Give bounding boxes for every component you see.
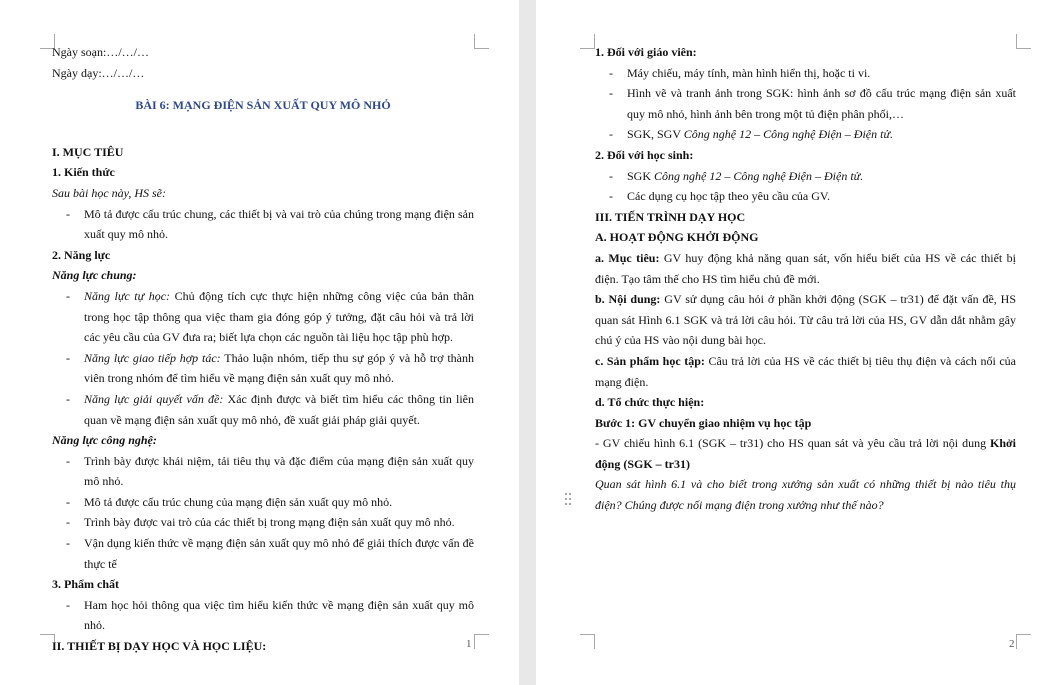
buoc1-bold: Khởi động (SGK – tr31) xyxy=(595,436,1016,471)
nlc-text: Xác định được và biết tìm hiểu các thông tin liên quan về mạng điện sản xuất quy mô nhỏ, đề xuất giải pháp giải quyết. xyxy=(84,391,474,427)
kien-thuc-heading: 1. Kiến thức xyxy=(52,165,115,180)
page-number: 2 xyxy=(1009,638,1015,650)
noi-dung-text: GV sử dụng câu hỏi ở phần khởi động (SGK – tr31) để đặt vấn đề, HS quan sát Hình 6.1 SGK và trả lời câu hỏi. Từ câu trả lời của HS, GV dẫn dắt nhằm gây chú ý của HS vào nội dung bài học. xyxy=(595,292,1016,348)
crop-mark xyxy=(1016,634,1031,649)
document-page-2 xyxy=(536,0,1062,685)
nlcn-item: Trình bày được vai trò của các thiết bị trong mạng điện sản xuất quy mô nhỏ. xyxy=(84,515,455,530)
list-item: - Máy chiếu, máy tính, màn hình hiển thị, hoặc ti vi. xyxy=(609,65,871,80)
question-paragraph: Quan sát hình 6.1 và cho biết trong xưởng sản xuất có những thiết bị nào tiêu thụ điện? Chúng được nối mạng điện trong xưởng như thế nào? xyxy=(595,477,1016,513)
thiet-bi-heading: II. THIẾT BỊ DẠY HỌC VÀ HỌC LIỆU: xyxy=(52,639,267,654)
san-pham-paragraph xyxy=(595,351,1016,392)
buoc1-text: - GV chiếu hình 6.1 (SGK – tr31) cho HS quan sát và yêu cầu trả lời nội dung xyxy=(595,436,990,451)
nlc-label: Năng lực giao tiếp hợp tác: xyxy=(84,350,221,365)
list-item: - Ham học hỏi thông qua việc tìm hiểu kiến thức về mạng điện sản xuất quy mô nhỏ. xyxy=(66,597,474,633)
gv-heading: 1. Đối với giáo viên: xyxy=(595,45,697,59)
list-item: - Năng lực giao tiếp hợp tác: Thảo luận nhóm, tiếp thu sự góp ý và hỗ trợ thành viên trong nhóm để tìm hiểu về mạng điện sản xuất quy mô nhỏ. xyxy=(66,350,474,386)
nang-luc-chung-heading: Năng lực chung: xyxy=(52,268,137,283)
list-item: - Vận dụng kiến thức về mạng điện sản xuất quy mô nhỏ để giải thích được vấn đề thực tế xyxy=(66,536,474,571)
to-chuc-heading: d. Tổ chức thực hiện: xyxy=(595,395,705,410)
nlcn-item: Trình bày được khái niệm, tải tiêu thụ và đặc điểm của mạng điện sản xuất quy mô nhỏ. xyxy=(84,453,474,489)
nlcn-item: Vận dụng kiến thức về mạng điện sản xuất quy mô nhỏ để giải thích được vấn đề thực tế xyxy=(84,536,474,571)
page-number: 1 xyxy=(466,638,472,650)
nlcn-item: Mô tả được cấu trúc chung của mạng điện sản xuất quy mô nhỏ. xyxy=(84,494,393,509)
noi-dung-label: b. Nội dung: xyxy=(595,292,661,307)
pham-chat-heading: 3. Phẩm chất xyxy=(52,577,119,592)
crop-mark xyxy=(474,34,489,49)
tien-trinh-heading: III. TIẾN TRÌNH DẠY HỌC xyxy=(595,209,746,224)
crop-mark xyxy=(1016,34,1031,49)
document-page-1 xyxy=(0,0,519,685)
crop-mark xyxy=(580,634,595,649)
gv-item: Máy chiếu, máy tính, màn hình hiển thị, hoặc ti vi. xyxy=(627,65,871,80)
pham-chat-item: Ham học hỏi thông qua việc tìm hiểu kiến thức về mạng điện sản xuất quy mô nhỏ. xyxy=(84,597,474,633)
hs-sgk-prefix: SGK xyxy=(627,168,655,183)
ngay-soan: Ngày soạn:…/…/… xyxy=(52,45,149,59)
hs-item: Các dụng cụ học tập theo yêu cầu của GV. xyxy=(627,189,831,204)
list-item: - Trình bày được vai trò của các thiết bị trong mạng điện sản xuất quy mô nhỏ. xyxy=(66,515,455,530)
lesson-title: BÀI 6: MẠNG ĐIỆN SẢN XUẤT QUY MÔ NHỎ xyxy=(135,98,391,113)
hoat-dong-heading: A. HOẠT ĐỘNG KHỞI ĐỘNG xyxy=(595,230,759,245)
list-item: - Năng lực tự học: Chủ động tích cực thực hiện những công việc của bản thân trong học tập thông qua việc tham gia đóng góp ý tưởng, đặt câu hỏi và trả lời các yêu cầu của GV đưa ra; biết lựa chọn các nguồn tài liệu học tập phù hợp. xyxy=(66,288,474,345)
crop-mark xyxy=(580,34,595,49)
muc-tieu-text: GV huy động khả năng quan sát, vốn hiểu biết của HS về các thiết bị điện. Tạo tâm thế cho HS tìm hiểu chủ đề mới. xyxy=(595,250,1016,286)
list-item: - Các dụng cụ học tập theo yêu cầu của GV. xyxy=(609,189,831,204)
kien-thuc-intro: Sau bài học này, HS sẽ: xyxy=(52,185,166,200)
hs-heading: 2. Đối với học sinh: xyxy=(595,147,694,162)
nlc-label: Năng lực giải quyết vấn đề: xyxy=(84,391,224,406)
buoc1-heading: Bước 1: GV chuyển giao nhiệm vụ học tập xyxy=(595,415,812,430)
gv-sgk-prefix: SGK, SGV xyxy=(627,127,684,142)
list-item: - SGK Công nghệ 12 – Công nghệ Điện – Điện tử. xyxy=(609,168,864,183)
ngay-day: Ngày dạy:…/…/… xyxy=(52,65,145,80)
nlc-text: Chủ động tích cực thực hiện những công việc của bản thân trong học tập thông qua việc tham gia đóng góp ý tưởng, đặt câu hỏi và trả lời các yêu cầu của GV đưa ra; biết lựa chọn các nguồn tài liệu học tập phù hợp. xyxy=(84,288,474,345)
kien-thuc-item: Mô tả được cấu trúc chung, các thiết bị và vai trò của chúng trong mạng điện sản xuất quy mô nhỏ. xyxy=(84,206,474,242)
muc-tieu-paragraph xyxy=(595,248,1016,289)
san-pham-label: c. Sản phẩm học tập: xyxy=(595,353,705,368)
list-item: - Năng lực giải quyết vấn đề: Xác định được và biết tìm hiểu các thông tin liên quan về mạng điện sản xuất quy mô nhỏ, đề xuất giải pháp giải quyết. xyxy=(66,391,474,427)
gv-item: Hình vẽ và tranh ảnh trong SGK: hình ảnh sơ đồ cấu trúc mạng điện sản xuất quy mô nhỏ, hình ảnh bên trong một tủ điện phân phối,… xyxy=(627,86,1016,121)
page-2-content[interactable] xyxy=(595,42,1016,516)
noi-dung-paragraph xyxy=(595,289,1016,351)
hs-sgk-italic: Công nghệ 12 – Công nghệ Điện – Điện tử. xyxy=(654,168,864,183)
muc-tieu-heading: I. MỤC TIÊU xyxy=(52,144,124,159)
crop-mark xyxy=(474,634,489,649)
list-item: - Hình vẽ và tranh ảnh trong SGK: hình ảnh sơ đồ cấu trúc mạng điện sản xuất quy mô nhỏ, hình ảnh bên trong một tủ điện phân phối,… xyxy=(609,86,1016,121)
page-1-content[interactable] xyxy=(52,42,474,657)
nang-luc-cong-nghe-heading: Năng lực công nghệ: xyxy=(52,433,157,448)
nang-luc-heading: 2. Năng lực xyxy=(52,247,111,262)
list-item: - Mô tả được cấu trúc chung, các thiết bị và vai trò của chúng trong mạng điện sản xuất quy mô nhỏ. xyxy=(66,206,474,242)
gv-sgk-italic: Công nghệ 12 – Công nghệ Điện – Điện tử. xyxy=(683,127,893,142)
list-item: - Mô tả được cấu trúc chung của mạng điện sản xuất quy mô nhỏ. xyxy=(66,494,393,509)
paragraph-drag-handle-icon[interactable] xyxy=(565,493,571,507)
nlc-label: Năng lực tự học: xyxy=(84,288,171,303)
buoc1-paragraph xyxy=(595,433,1016,474)
muc-tieu-label: a. Mục tiêu: xyxy=(595,250,660,265)
list-item: - Trình bày được khái niệm, tải tiêu thụ và đặc điểm của mạng điện sản xuất quy mô nhỏ. xyxy=(66,453,474,489)
list-item: - SGK, SGV Công nghệ 12 – Công nghệ Điện – Điện tử. xyxy=(609,127,893,142)
san-pham-text: Câu trả lời của HS về các thiết bị tiêu thụ điện và cách nối của mạng điện. xyxy=(595,353,1016,389)
nlc-text: Thảo luận nhóm, tiếp thu sự góp ý và hỗ trợ thành viên trong nhóm để tìm hiểu về mạng điện sản xuất quy mô nhỏ. xyxy=(84,350,474,386)
